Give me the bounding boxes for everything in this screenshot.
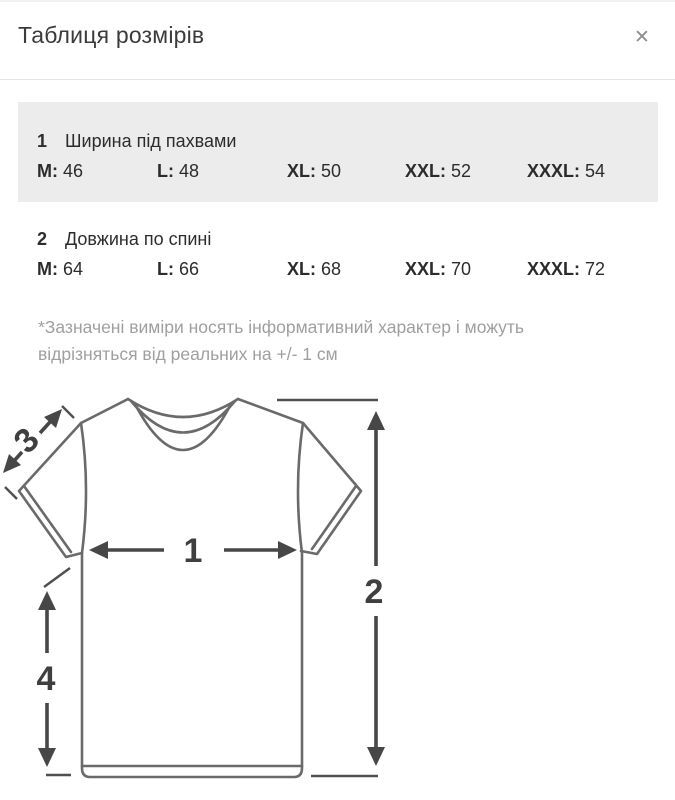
size-grid xyxy=(37,160,639,182)
size-value: 52 xyxy=(451,161,472,181)
size-label: XXL: xyxy=(405,259,447,279)
size-value: 48 xyxy=(179,161,200,181)
sleeve-tick-bottom xyxy=(5,487,17,499)
arrow-head-down xyxy=(367,747,385,766)
row-label: Довжина по спині xyxy=(65,229,212,249)
size-cell xyxy=(37,160,157,182)
row-number: 2 xyxy=(37,229,48,249)
back-length-label: 2 xyxy=(364,573,384,611)
left-cuff-line xyxy=(24,486,71,552)
tshirt-measurement-diagram xyxy=(0,382,450,800)
chest-width-arrow xyxy=(89,532,297,570)
arrow-head-down xyxy=(38,748,56,767)
row-number: 1 xyxy=(37,131,48,151)
row-label: Ширина під пахвами xyxy=(65,131,237,151)
size-value: 72 xyxy=(585,259,606,279)
size-label: XL: xyxy=(287,259,316,279)
tshirt-body-outline xyxy=(81,399,303,777)
size-cell xyxy=(287,258,405,280)
sleeve-label: 3 xyxy=(6,420,47,461)
chest-width-label: 1 xyxy=(183,532,203,570)
disclaimer-line: відрізняться від реальних на +/- 1 см xyxy=(38,344,338,364)
size-value: 64 xyxy=(63,259,84,279)
size-value: 46 xyxy=(63,161,84,181)
arrow-head-right xyxy=(278,541,297,559)
side-length-arrow xyxy=(37,568,71,775)
measurement-row-title xyxy=(37,130,639,152)
close-icon: ✕ xyxy=(634,27,650,48)
size-label: XXXL: xyxy=(527,161,581,181)
size-cell xyxy=(157,258,287,280)
size-cell xyxy=(287,160,405,182)
size-cell xyxy=(405,258,527,280)
right-cuff-line xyxy=(312,486,356,549)
page-title: Таблиця розмірів xyxy=(18,22,205,48)
right-sleeve xyxy=(301,423,361,554)
disclaimer-note xyxy=(38,314,618,368)
side-tick-top xyxy=(44,568,70,587)
size-label: XL: xyxy=(287,161,316,181)
size-value: 50 xyxy=(321,161,342,181)
disclaimer-line: *Зазначені виміри носять інформативний характер і можуть xyxy=(38,317,525,337)
size-cell xyxy=(527,258,639,280)
size-grid xyxy=(37,258,639,280)
size-value: 68 xyxy=(321,259,342,279)
size-cell xyxy=(405,160,527,182)
header-divider xyxy=(0,79,675,80)
close-button[interactable] xyxy=(628,24,656,52)
size-cell xyxy=(157,160,287,182)
size-label: M: xyxy=(37,161,58,181)
side-length-label: 4 xyxy=(36,660,56,698)
size-label: M: xyxy=(37,259,58,279)
size-value: 54 xyxy=(585,161,606,181)
measurement-row-1-panel xyxy=(18,102,658,202)
size-label: L: xyxy=(157,161,174,181)
arrow-head-up xyxy=(367,411,385,430)
measurement-row-2 xyxy=(18,228,658,280)
size-label: XXXL: xyxy=(527,259,581,279)
sleeve-tick-top xyxy=(62,406,74,418)
sleeve-arrow xyxy=(3,406,74,499)
size-value: 66 xyxy=(179,259,200,279)
size-value: 70 xyxy=(451,259,472,279)
size-label: XXL: xyxy=(405,161,447,181)
arrow-head-up xyxy=(38,591,56,610)
arrow-head-left xyxy=(89,541,108,559)
size-cell xyxy=(527,160,639,182)
size-label: L: xyxy=(157,259,174,279)
size-cell xyxy=(37,258,157,280)
measurement-row-title xyxy=(37,228,639,250)
modal-header xyxy=(18,22,658,62)
